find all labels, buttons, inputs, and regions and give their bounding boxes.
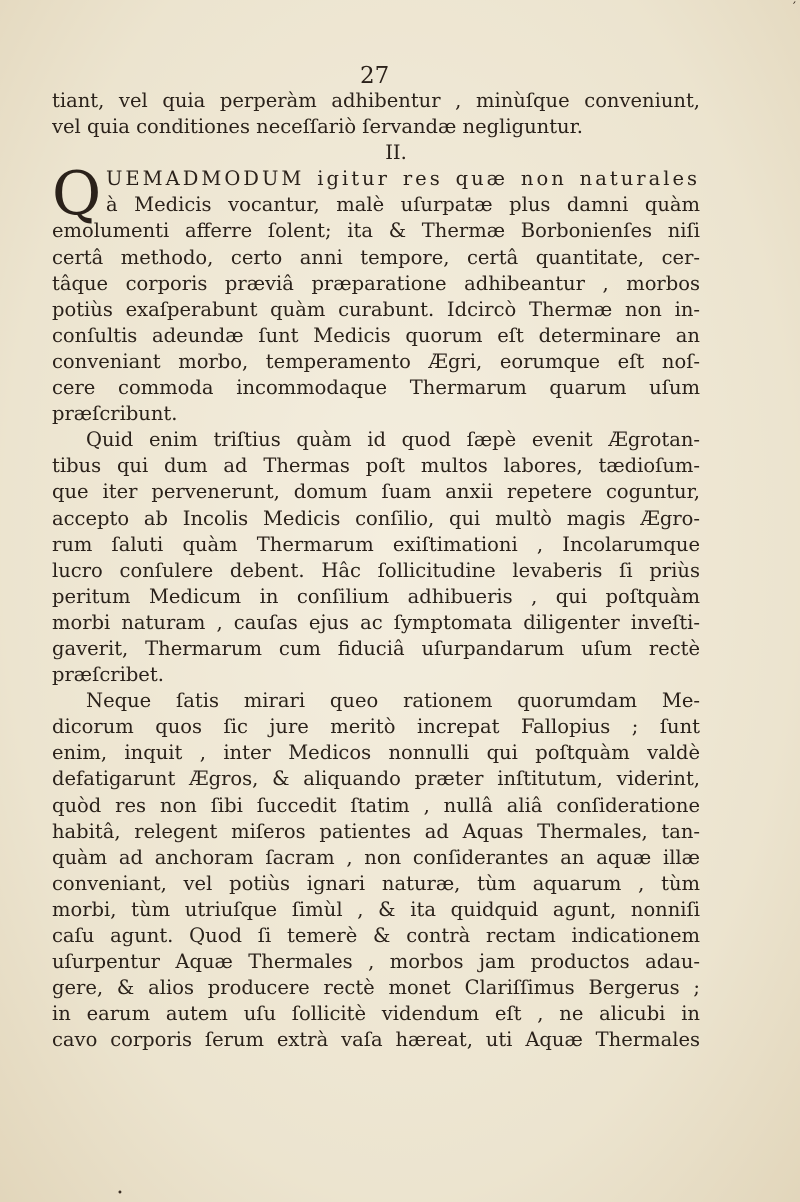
text-line: UEMADMODUM igitur res quæ non naturales (106, 167, 700, 191)
drop-cap-block (52, 159, 700, 230)
text-line: præſcribet. (52, 663, 164, 687)
text-line: quòd res non ſibi ſuccedit ſtatim , nullâ aliâ conſideratione (52, 793, 700, 817)
text-line: defatigarunt Ægros, & aliquando præter inſtitutum, viderint, (52, 767, 700, 791)
text-line: enim, inquit , inter Medicos nonnulli qui poſtquàm valdè (52, 741, 700, 765)
text-line: lucro conſulere debent. Hâc ſollicitudine levaberis ſi priùs (52, 558, 700, 582)
text-line: dicorum quos ſic jure meritò increpat Fallopius ; ſunt (52, 715, 700, 739)
text-line: caſu agunt. Quod ſi temerè & contrà rectam indicationem (52, 924, 700, 947)
text-line: uſurpentur Aquæ Thermales , morbos jam productos adau- (52, 950, 700, 974)
text-line: gaverit, Thermarum cum fiduciâ uſurpandarum uſum rectè (52, 636, 700, 660)
text-line: morbi naturam , cauſas ejus ac ſymptomata diligenter inveſti- (52, 610, 700, 634)
text-line: Neque ſatis mirari queo rationem quorumdam Me- (86, 689, 700, 713)
text-line: conveniant morbo, temperamento Ægri, eorumque eſt noſ- (52, 349, 700, 373)
text-line: morbi, tùm utriuſque ſimùl , & ita quidquid agunt, nonniſi (52, 897, 700, 921)
text-line: conveniant, vel potiùs ignari naturæ, tùm aquarum , tùm (52, 871, 700, 895)
text-line: rum ſaluti quàm Thermarum exiſtimationi , Incolarumque (52, 532, 700, 556)
text-line: habitâ, relegent miſeros patientes ad Aquas Thermales, tan- (52, 819, 700, 843)
text-line: quàm ad anchoram ſacram , non conſiderantes an aquæ illæ (52, 845, 700, 869)
text-line: tâque corporis præviâ præparatione adhibeantur , morbos (52, 271, 700, 295)
text-line: que iter pervenerunt, domum ſuam anxii repetere coguntur, (52, 480, 700, 504)
text-line: potiùs exaſperabunt quàm curabunt. Idcircò Thermæ non in- (52, 297, 700, 321)
text-line: cere commoda incommodaque Thermarum quarum uſum (52, 376, 700, 400)
text-line: cavo corporis ſerum extrà vaſa hæreat, uti Aquæ Thermales (52, 1028, 700, 1052)
text-line: accepto ab Incolis Medicis conſilio, qui multò magis Ægro- (52, 506, 700, 530)
text-line: à Medicis vocantur, malè uſurpatæ plus damni quàm (106, 193, 700, 217)
text-line: emolumenti afferre ſolent; ita & Thermæ Borbonienſes niſi (52, 219, 700, 243)
text-line: præſcribunt. (52, 402, 178, 426)
text-line: Quid enim triſtius quàm id quod ſæpè evenit Ægrotan- (86, 428, 700, 452)
drop-cap: Q (52, 159, 102, 230)
text-line: tibus qui dum ad Thermas poſt multos labores, tædioſum- (52, 454, 700, 478)
text-line: certâ methodo, certo anni tempore, certâ quantitate, cer- (52, 245, 700, 269)
text-line: in earum autem uſu ſollicitè videndum eſt , ne alicubi in (52, 1002, 700, 1026)
ink-speck: • (117, 1188, 123, 1199)
page-number: 27 (360, 63, 390, 89)
text-line: gere, & alios producere rectè monet Clariſſimus Bergerus ; (52, 976, 700, 1000)
text-line: vel quia conditiones neceſſariò ſervandæ negliguntur. (52, 115, 583, 139)
text-line: tiant, vel quia perperàm adhibentur , minùſque conveniunt, (52, 89, 700, 112)
text-line: peritum Medicum in conſilium adhibueris , qui poſtquàm (52, 584, 700, 608)
text-block (52, 88, 700, 1053)
text-line: conſultis adeundæ ſunt Medicis quorum eſt determinare an (52, 323, 700, 347)
edge-speck: ′ (792, 0, 796, 16)
section-number: II. (385, 141, 407, 165)
